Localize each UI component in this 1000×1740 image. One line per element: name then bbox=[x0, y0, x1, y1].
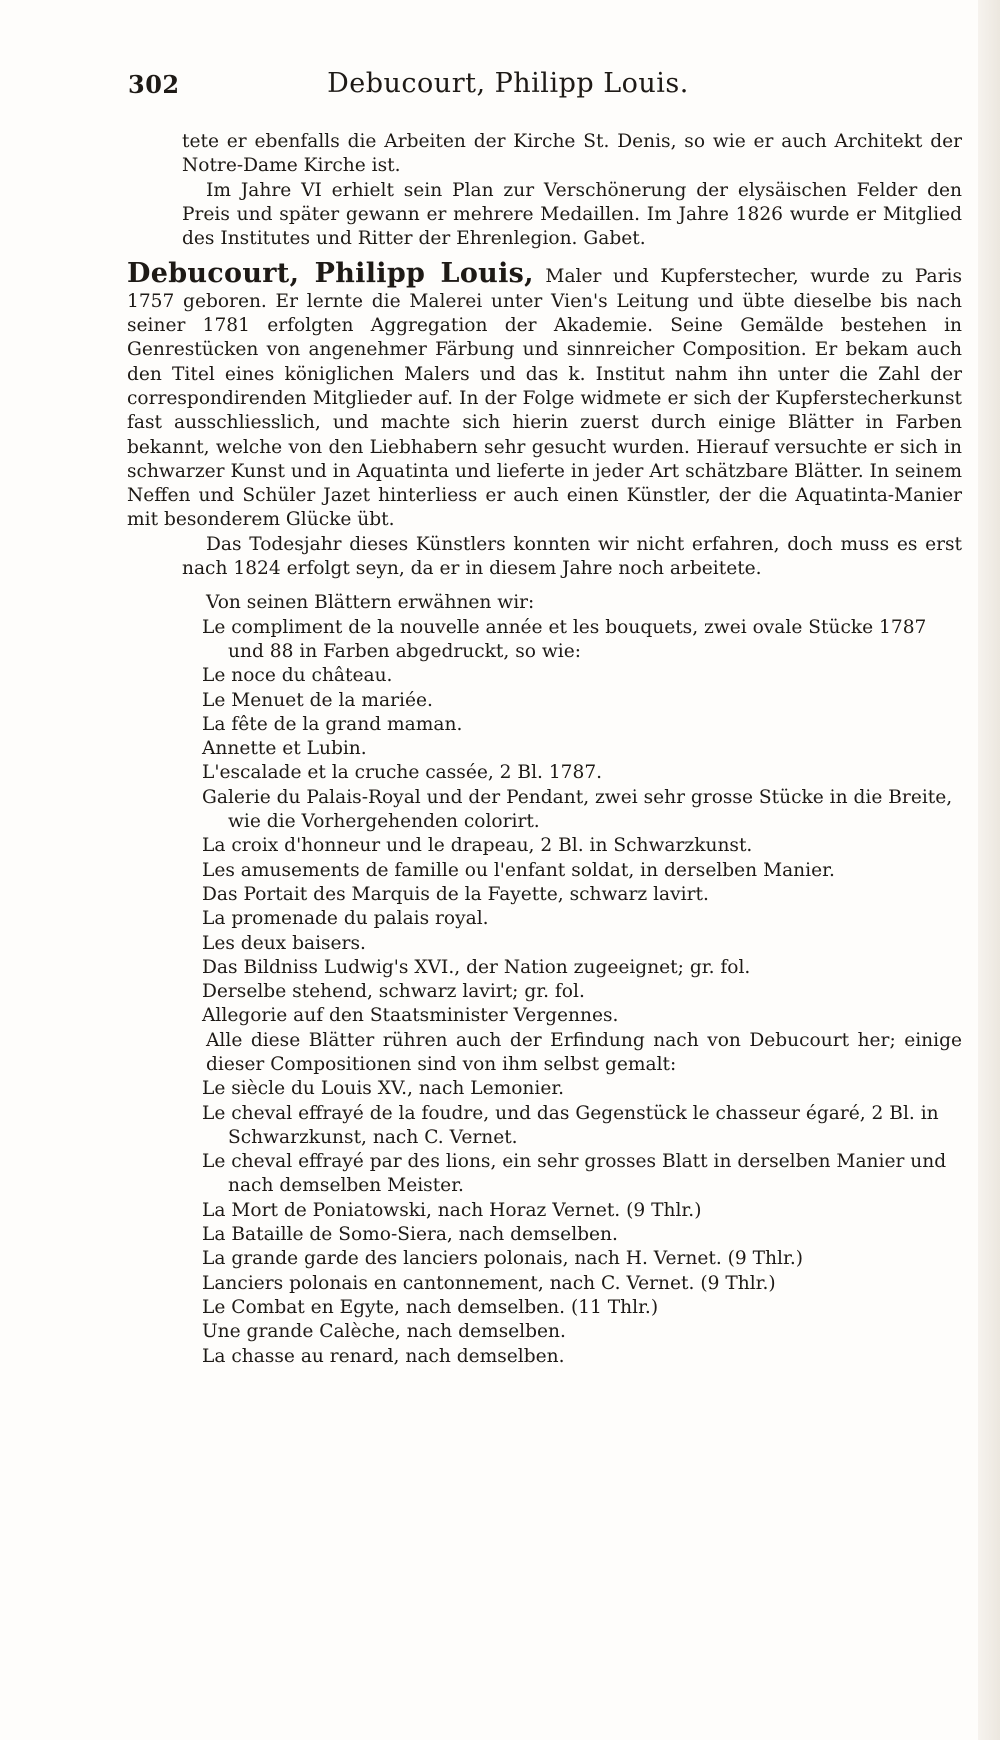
after-work-item: Le Combat en Egyte, nach demselben. (11 Thlr.) bbox=[202, 1296, 659, 1318]
running-head bbox=[128, 64, 888, 104]
entry-paragraph bbox=[127, 258, 962, 532]
after-work-item: Lanciers polonais en cantonnement, nach C. Vernet. (9 Thlr.) bbox=[202, 1272, 776, 1294]
work-item: La promenade du palais royal. bbox=[202, 908, 489, 930]
paragraph-spacer bbox=[182, 581, 962, 591]
page-edge-shadow bbox=[978, 0, 1000, 1740]
work-item: La fête de la grand maman. bbox=[202, 713, 463, 735]
entry-biography: Maler und Kupferstecher, wurde zu Paris 1757 geboren. Er lernte die Malerei unter Vien's Leitung und übte dieselbe bis nach seiner 1781 erfolgten Aggregation der Akademie. Seine Gemälde bestehen in Genrestücken von angenehmer Färbung und sinnreicher Composition. Er bekam auch den Titel eines königlichen Malers und das k. Institut nahm ihn unter die Zahl der correspondirenden Mitglieder auf. In der Folge widmete er sich der Kupferstecherkunst fast ausschliesslich, und machte sich hierin zuerst durch einige Blätter in Farben bekannt, welche von den Liebhabern sehr gesucht wurden. Hierauf versuchte er sich in schwarzer Kunst und in Aquatinta und lieferte in jeder Art schätzbare Blätter. In seinem Neffen und Schüler Jazet hinterliess er auch einen Künstler, der die Aquatinta-Manier mit besonderem Glücke übt. bbox=[127, 266, 962, 531]
previous-entry-continuation: tete er ebenfalls die Arbeiten der Kirche St. Denis, so wie er auch Architekt der Notre-Dame Kirche ist. bbox=[182, 131, 962, 177]
work-item: Le compliment de la nouvelle année et les bouquets, zwei ovale Stücke 1787 und 88 in Farben abgedruckt, so wie: bbox=[202, 616, 927, 662]
after-work-item: Le cheval effrayé par des lions, ein sehr grosses Blatt in derselben Manier und nach demselben Meister. bbox=[202, 1151, 947, 1197]
after-work-item: Une grande Calèche, nach demselben. bbox=[202, 1321, 566, 1343]
work-item: Das Portait des Marquis de la Fayette, schwarz lavirt. bbox=[202, 883, 709, 905]
after-works-list bbox=[182, 1077, 962, 1369]
work-item: Les amusements de famille ou l'enfant soldat, in derselben Manier. bbox=[202, 859, 835, 881]
work-item: Das Bildniss Ludwig's XVI., der Nation zugeeignet; gr. fol. bbox=[202, 956, 751, 978]
work-item: Derselbe stehend, schwarz lavirt; gr. fol. bbox=[202, 981, 585, 1003]
work-item: La croix d'honneur und le drapeau, 2 Bl. in Schwarzkunst. bbox=[202, 835, 753, 857]
after-work-item: La grande garde des lanciers polonais, nach H. Vernet. (9 Thlr.) bbox=[202, 1248, 803, 1270]
after-work-item: La Mort de Poniatowski, nach Horaz Vernet. (9 Thlr.) bbox=[202, 1199, 702, 1221]
after-work-item: La chasse au renard, nach demselben. bbox=[202, 1345, 565, 1367]
work-item: Galerie du Palais-Royal und der Pendant, zwei sehr grosse Stücke in die Breite, wie die Vorhergehenden colorirt. bbox=[202, 786, 953, 833]
after-work-item: Le cheval effrayé de la foudre, und das Gegenstück le chasseur égaré, 2 Bl. in Schwarzkunst, nach C. Vernet. bbox=[202, 1102, 939, 1148]
work-item: L'escalade et la cruche cassée, 2 Bl. 1787. bbox=[202, 762, 603, 784]
after-work-item: Le siècle du Louis XV., nach Lemonier. bbox=[202, 1078, 565, 1100]
invention-note: Alle diese Blätter rühren auch der Erfindung nach von Debucourt her; einige dieser Compositionen sind von ihm selbst gemalt: bbox=[206, 1029, 962, 1075]
work-item: Les deux baisers. bbox=[202, 932, 366, 954]
work-item: Allegorie auf den Staatsminister Vergennes. bbox=[202, 1005, 619, 1027]
after-work-item: La Bataille de Somo-Siera, nach demselben. bbox=[202, 1224, 618, 1246]
work-item: Le noce du château. bbox=[202, 665, 393, 687]
running-title: Debucourt, Philipp Louis. bbox=[327, 68, 689, 99]
work-item: Annette et Lubin. bbox=[202, 738, 367, 760]
entry-headword: Debucourt, Philipp Louis, bbox=[127, 258, 534, 290]
body-text bbox=[127, 130, 962, 1369]
work-item: Le Menuet de la mariée. bbox=[202, 689, 433, 711]
page-number: 302 bbox=[128, 70, 180, 99]
works-list bbox=[182, 616, 962, 1029]
works-intro: Von seinen Blättern erwähnen wir: bbox=[206, 592, 535, 614]
previous-entry-paragraph: Im Jahre VI erhielt sein Plan zur Verschönerung der elysäischen Felder den Preis und später gewann er mehrere Medaillen. Im Jahre 1826 wurde er Mitglied des Institutes und Ritter der Ehrenlegion. Gabet. bbox=[182, 179, 962, 250]
entry-death-note: Das Todesjahr dieses Künstlers konnten wir nicht erfahren, doch muss es erst nach 1824 erfolgt seyn, da er in diesem Jahre noch arbeitete. bbox=[182, 533, 962, 580]
